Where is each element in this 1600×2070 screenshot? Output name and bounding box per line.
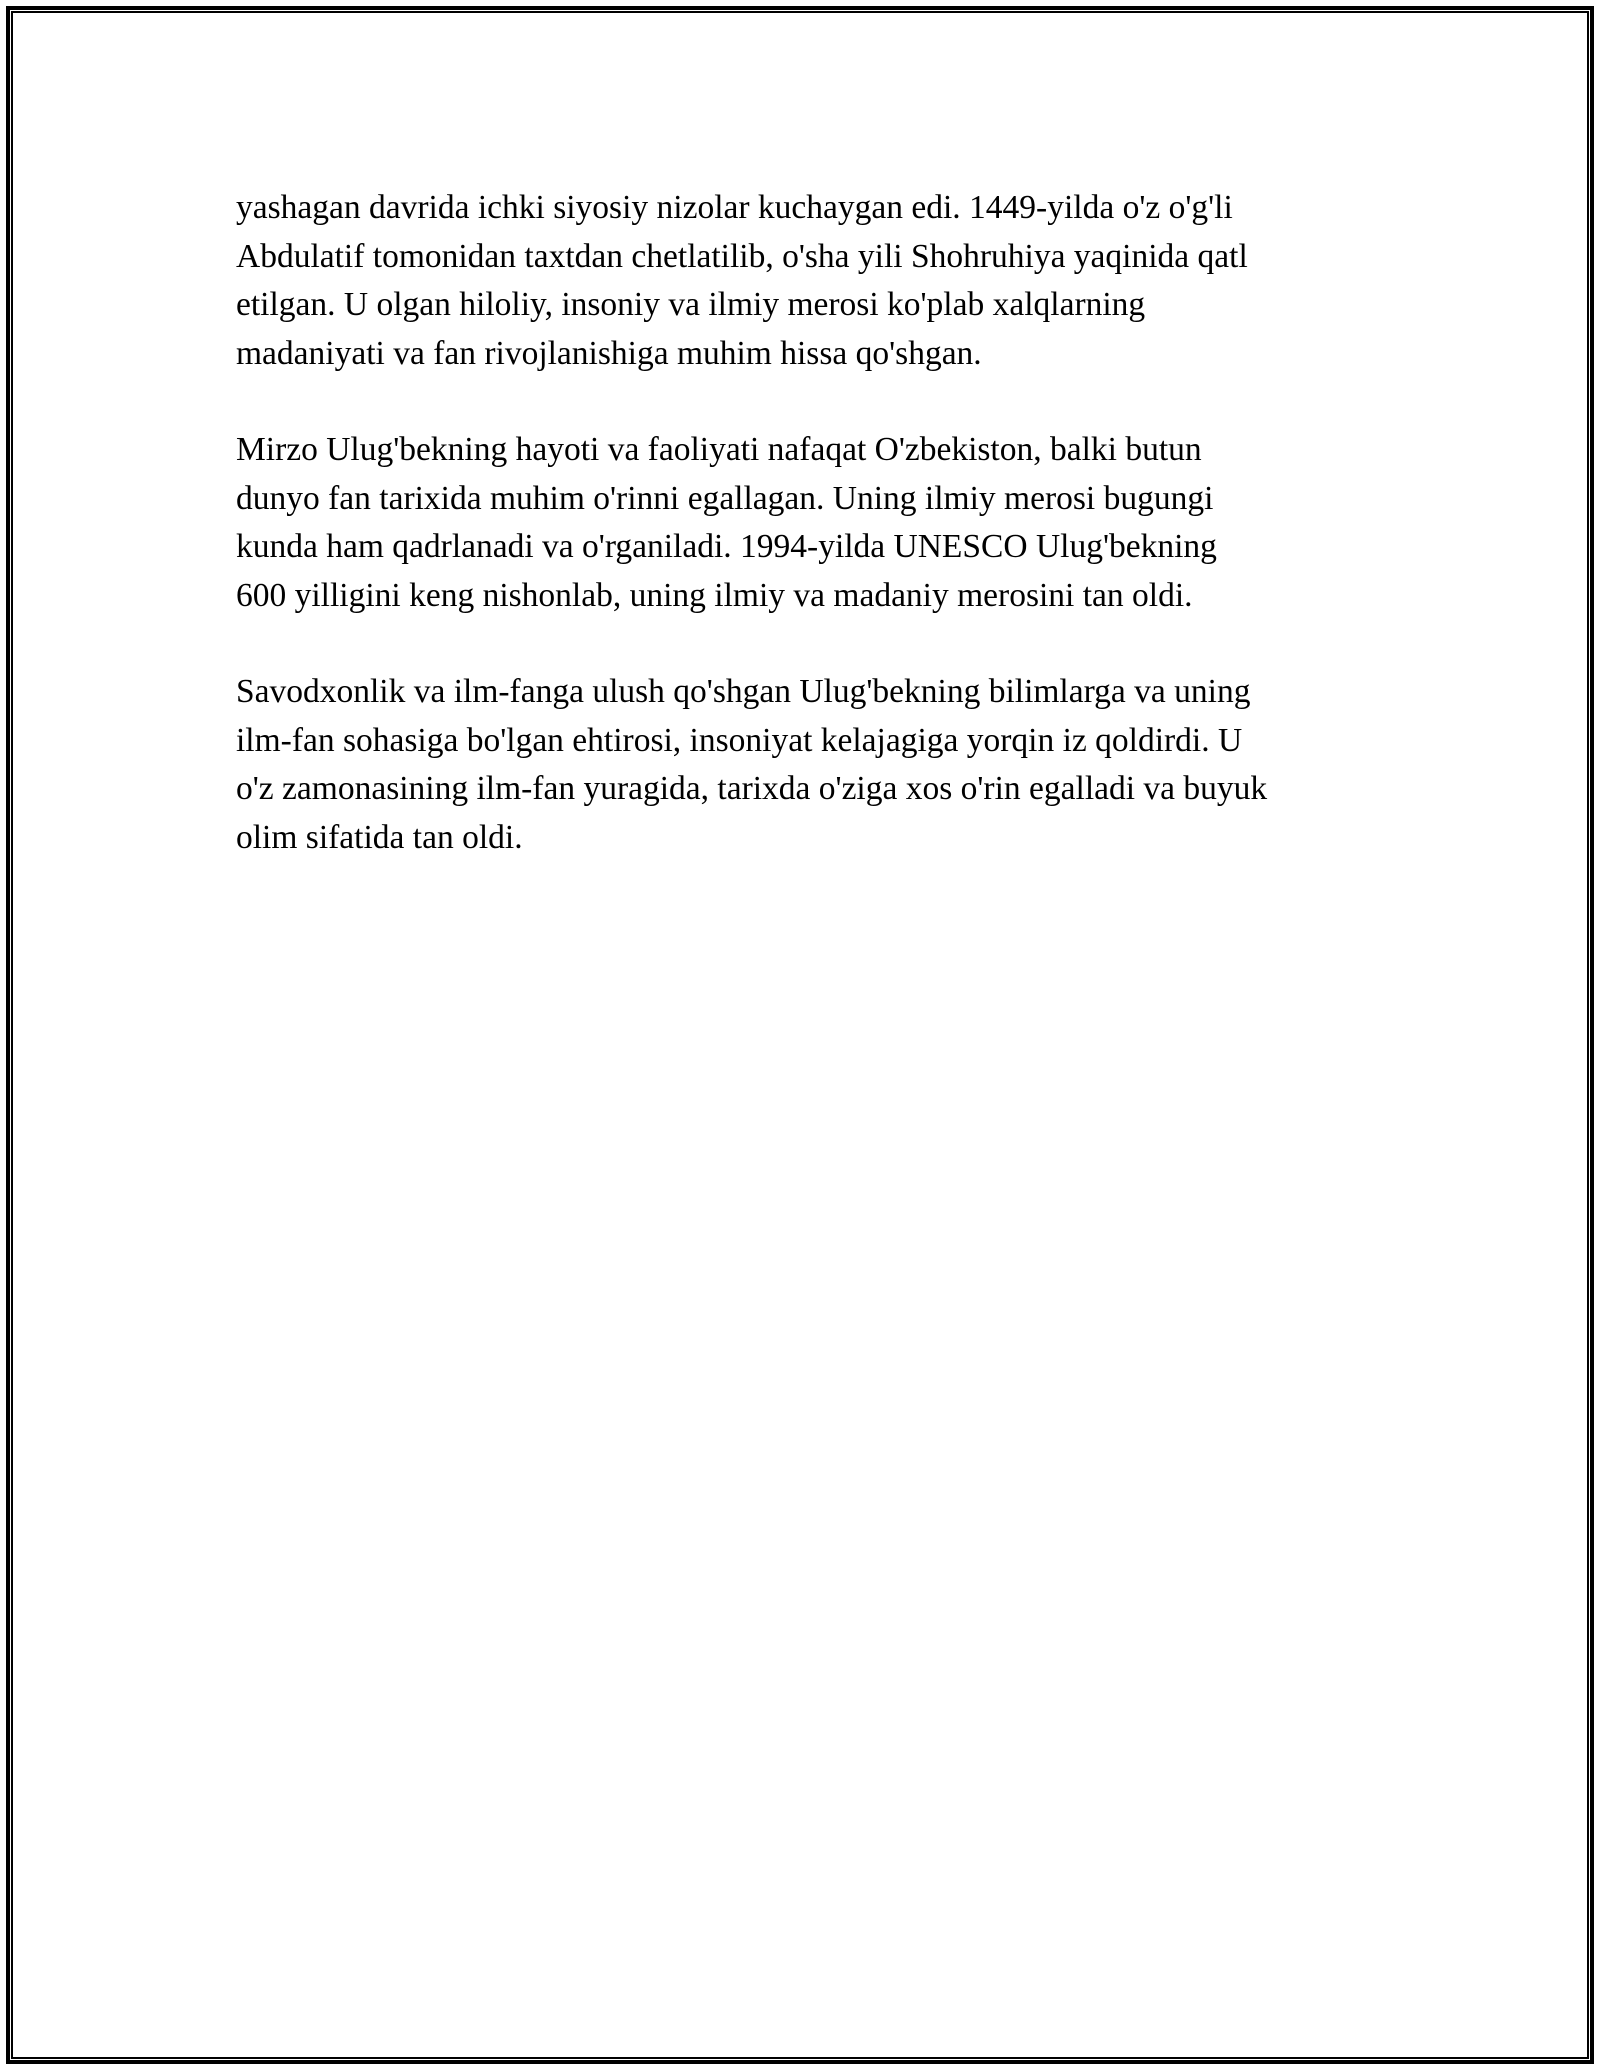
paragraph-2: Mirzo Ulug'bekning hayoti va faoliyati nafaqat O'zbekiston, balki butun dunyo fan tarixida muhim o'rinni egallagan. Uning ilmiy merosi bugungi kunda ham qadrlanadi va o'rganiladi. 1994-yilda UNESCO Ulug'bekning 600 yilligini keng nishonlab, uning ilmiy va madaniy merosini tan oldi.: [236, 431, 1217, 614]
paragraph-3: Savodxonlik va ilm-fanga ulush qo'shgan Ulug'bekning bilimlarga va uning ilm-fan sohasiga bo'lgan ehtirosi, insoniyat kelajagiga yorqin iz qoldirdi. U o'z zamonasining ilm-fan yuragida, tarixda o'ziga xos o'rin egalladi va buyuk olim sifatida tan oldi.: [236, 673, 1268, 856]
paragraph-1: yashagan davrida ichki siyosiy nizolar kuchaygan edi. 1449-yilda o'z o'g'li Abdulatif tomonidan taxtdan chetlatilib, o'sha yili Shohruhiya yaqinida qatl etilgan. U olgan hiloliy, insoniy va ilmiy merosi ko'plab xalqlarning madaniyati va fan rivojlanishiga muhim hissa qo'shgan.: [236, 189, 1248, 372]
document-body: [236, 184, 1376, 910]
